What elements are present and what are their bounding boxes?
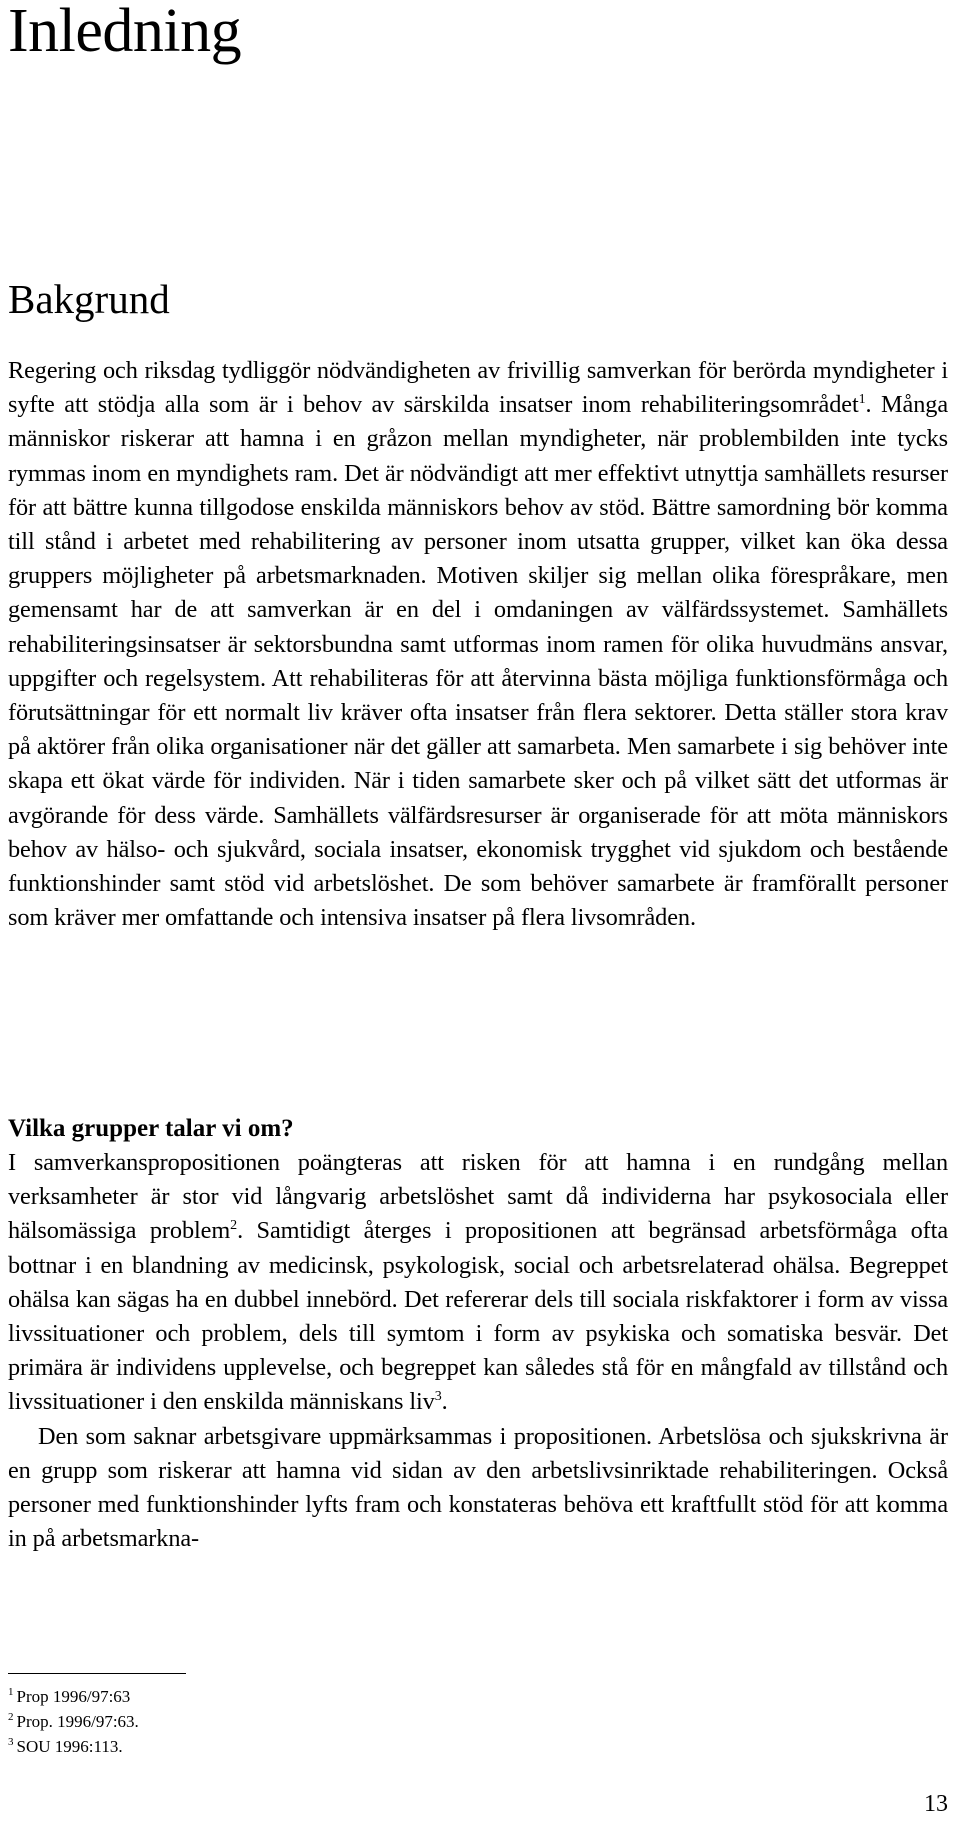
footnote-ref-3: 3 [434,1389,442,1405]
page-title: Inledning [8,0,242,65]
footnote-ref-1: 1 [858,392,866,408]
footnote [8,1709,139,1734]
footnote [8,1734,139,1759]
bakgrund-paragraph [8,354,948,935]
grupper-body [8,1146,948,1556]
paragraph-text: I samverkanspropositionen poängteras att risken för att hamna i en rundgång mellan verksamheter är stor vid långvarig arbetslöshet samt då individerna har psykosociala eller hälsomässiga problem [8,1149,948,1245]
footnote [8,1684,139,1709]
paragraph-text: Regering och riksdag tydliggör nödvändigheten av frivillig samverkan för berörda myndigheter i syfte att stödja alla som är i behov av särskilda insatser inom rehabiliteringsområdet [8,357,948,419]
page-number: 13 [924,1791,948,1817]
grupper-paragraph-1 [8,1146,948,1420]
footnotes [8,1684,139,1759]
footnote-text: SOU 1996:113. [16,1737,123,1756]
subheading: Vilka grupper talar vi om? [8,1115,294,1142]
paragraph-text: . [441,1388,448,1416]
paragraph-text: . Samtidigt återges i propositionen att begränsad arbetsförmåga ofta bottnar i en blandning av medicinsk, psykologisk, social och arbetsrelaterad ohälsa. Begreppet ohälsa kan sägas ha en dubbel innebörd. Det refererar dels till sociala riskfaktorer i form av vissa livssituationer och problem, dels till symtom i form av psykiska och somatiska besvär. Det primära är individens upplevelse, och begreppet kan således stå för en mångfald av tillstånd och livssituationer i den enskilda människans liv [8,1217,949,1416]
bakgrund-body [8,354,948,935]
footnote-divider [8,1673,186,1674]
footnote-text: Prop. 1996/97:63. [16,1712,139,1731]
footnote-number: 1 [8,1686,14,1699]
footnote-text: Prop 1996/97:63 [16,1687,131,1706]
footnote-number: 2 [8,1711,14,1724]
footnote-number: 3 [8,1736,14,1749]
section-heading: Bakgrund [8,276,170,322]
grupper-paragraph-2: Den som saknar arbetsgivare uppmärksammas i propositionen. Arbetslösa och sjukskrivna är en grupp som riskerar att hamna vid sidan av den arbetslivsinriktade rehabiliteringen. Också personer med funktionshinder lyfts fram och konstateras behöva ett kraftfullt stöd för att komma in på arbetsmarkna- [8,1422,948,1553]
paragraph-text: . Många människor riskerar att hamna i en gråzon mellan myndigheter, när problembilden inte tycks rymmas inom en myndighets ram. Det är nödvändigt att mer effektivt utnyttja samhällets resurser för att bättre kunna tillgodose enskilda människors behov av stöd. Bättre samordning bör komma till stånd i arbetet med rehabilitering av personer inom utsatta grupper, vilket kan öka dessa gruppers möjligheter på arbetsmarknaden. Motiven skiljer sig mellan olika förespråkare, men gemensamt har de att samverkan är en del i omdaningen av välfärdssystemet. Samhällets rehabiliteringsinsatser är sektorsbundna samt utformas inom ramen för olika huvudmäns ansvar, uppgifter och regelsystem. Att rehabiliteras för att återvinna bästa möjliga funktionsförmåga och förutsättningar för ett normalt liv kräver ofta insatser från flera sektorer. Detta ställer stora krav på aktörer från olika organisationer när det gäller att samarbeta. Men samarbete i sig behöver inte skapa ett ökat värde för individen. När i tiden samarbete sker och på vilket sätt det utformas är avgörande för dess värde. Samhällets välfärdsresurser är organiserade för att möta människors behov av hälso- och sjukvård, sociala insatser, ekonomisk trygghet vid sjukdom och bestående funktionshinder samt stöd vid arbetslöshet. De som behöver samarbete är framförallt personer som kräver mer omfattande och intensiva insatser på flera livsområden. [8,391,948,932]
footnote-ref-2: 2 [230,1218,238,1234]
